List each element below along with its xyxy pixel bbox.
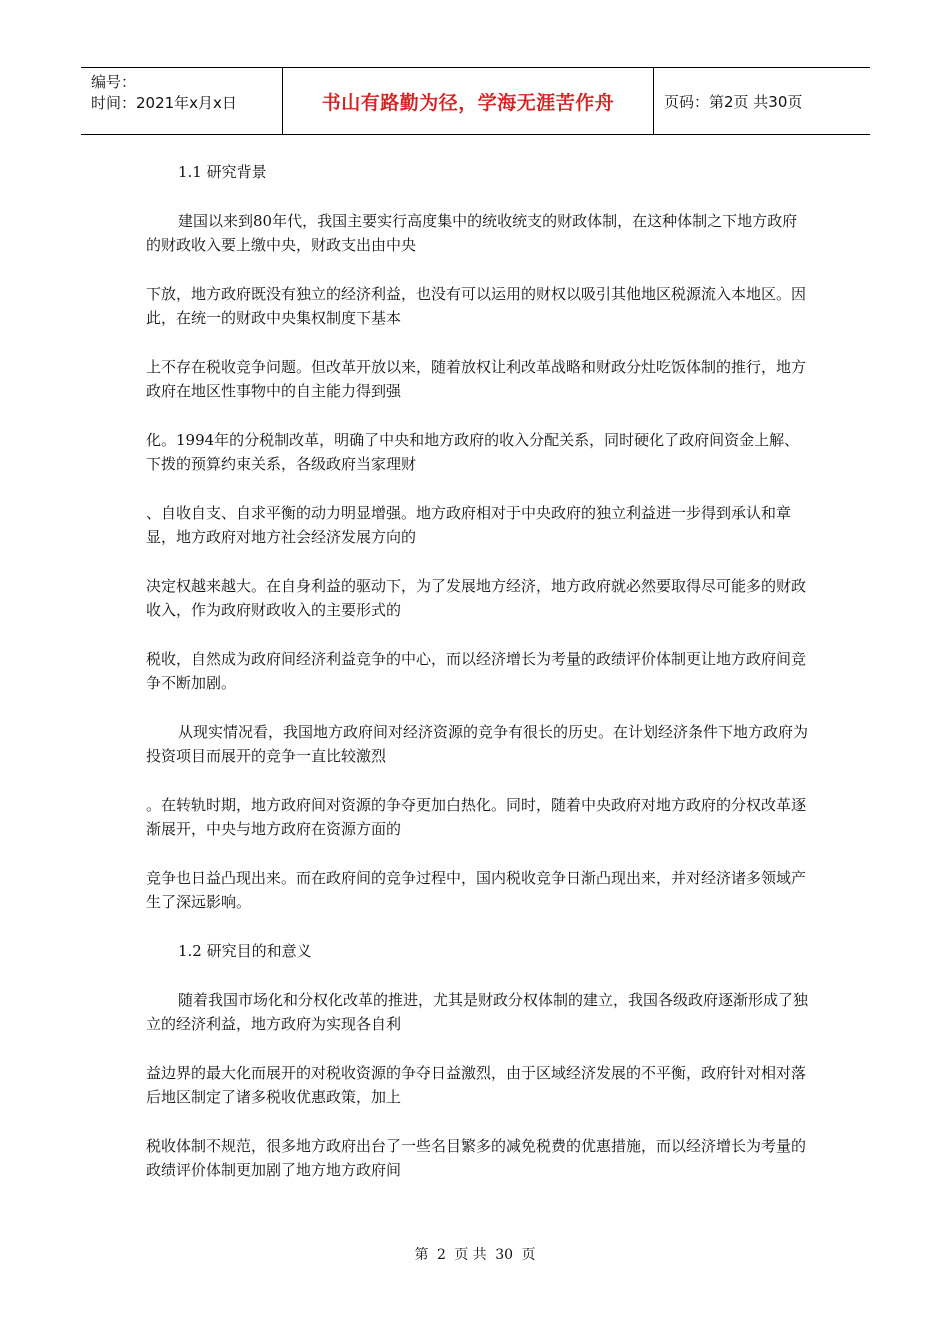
footer-page-number: 2 [436, 1247, 446, 1263]
paragraph: 下放，地方政府既没有独立的经济利益，也没有可以运用的财权以吸引其他地区税源流入本地区。因此，在统一的财政中央集权制度下基本 [146, 285, 807, 327]
header-motto-cell [282, 68, 654, 134]
paragraph: 。在转轨时期，地方政府间对资源的争夺更加白热化。同时，随着中央政府对地方政府的分权改革逐渐展开，中央与地方政府在资源方面的 [146, 796, 807, 838]
footer-total-pages: 30 [495, 1247, 514, 1263]
paragraph: 随着我国市场化和分权化改革的推进，尤其是财政分权体制的建立，我国各级政府逐渐形成了独立的经济利益，地方政府为实现各自利 [146, 991, 809, 1033]
paragraph: 税收，自然成为政府间经济利益竞争的中心，而以经济增长为考量的政绩评价体制更让地方政府间竞争不断加剧。 [146, 650, 807, 692]
paragraph: 益边界的最大化而展开的对税收资源的争夺日益激烈，由于区域经济发展的不平衡，政府针对相对落后地区制定了诸多税收优惠政策，加上 [146, 1064, 807, 1106]
paragraph: 决定权越来越大。在自身利益的驱动下，为了发展地方经济，地方政府就必然要取得尽可能多的财政收入，作为政府财政收入的主要形式的 [146, 577, 807, 619]
header-motto: 书山有路勤为径，学海无涯苦作舟 [321, 91, 615, 114]
document-body [146, 150, 808, 1182]
section-heading: 1.2 研究目的和意义 [178, 942, 312, 960]
footer-prefix: 第 [414, 1247, 429, 1263]
footer-mid: 页 共 [454, 1247, 487, 1263]
page-footer [0, 1244, 950, 1264]
paragraph: 建国以来到80年代，我国主要实行高度集中的统收统支的财政体制，在这种体制之下地方政府的财政收入要上缴中央，财政支出由中央 [146, 212, 798, 254]
header-page-info [654, 68, 870, 134]
paragraph: 税收体制不规范，很多地方政府出台了一些名目繁多的减免税费的优惠措施，而以经济增长为考量的政绩评价体制更加剧了地方地方政府间 [146, 1137, 807, 1179]
page-info-text: 页码：第2页 共30页 [664, 92, 803, 111]
paragraph: 从现实情况看，我国地方政府间对经济资源的竞争有很长的历史。在计划经济条件下地方政府为投资项目而展开的竞争一直比较激烈 [146, 723, 809, 765]
header-meta [81, 68, 282, 134]
paragraph: 竞争也日益凸现出来。而在政府间的竞争过程中，国内税收竞争日渐凸现出来，并对经济诸多领域产生了深远影响。 [146, 869, 807, 911]
paragraph: 、自收自支、自求平衡的动力明显增强。地方政府相对于中央政府的独立利益进一步得到承认和章显，地方政府对地方社会经济发展方向的 [146, 504, 792, 546]
document-date: 时间：2021年x月x日 [91, 94, 237, 112]
paragraph: 化。1994年的分税制改革，明确了中央和地方政府的收入分配关系，同时硬化了政府间资金上解、下拨的预算约束关系，各级政府当家理财 [146, 431, 800, 473]
section-heading: 1.1 研究背景 [178, 163, 267, 181]
page-header [81, 67, 870, 135]
footer-suffix: 页 [521, 1247, 536, 1263]
document-number-label: 编号： [91, 73, 137, 91]
paragraph: 上不存在税收竞争问题。但改革开放以来，随着放权让利改革战略和财政分灶吃饭体制的推行，地方政府在地区性事物中的自主能力得到强 [146, 358, 807, 400]
